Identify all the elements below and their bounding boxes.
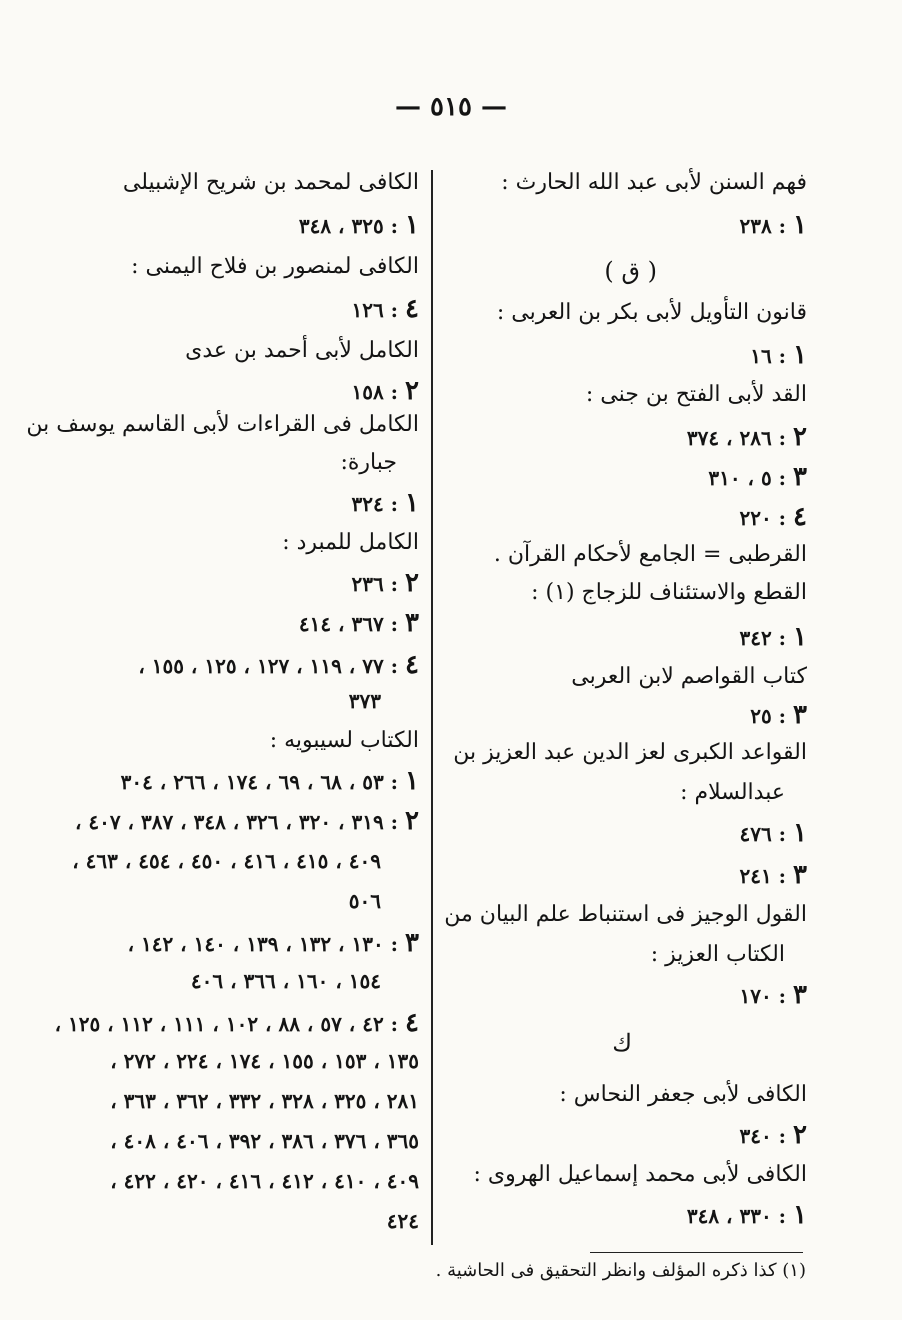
index-continuation: ١٥٤ ، ١٦٠ ، ٣٦٦ ، ٤٠٦ [190, 969, 381, 993]
page-references: : ٢٣٦ [351, 572, 406, 596]
volume-number: ١ [793, 622, 807, 652]
index-reference [750, 700, 807, 731]
index-reference [739, 980, 807, 1011]
index-entry-title: الكتاب العزيز : [650, 942, 785, 967]
volume-number: ٢ [405, 376, 419, 406]
volume-number: ٣ [405, 608, 419, 638]
index-reference [739, 818, 807, 849]
volume-number: ١ [793, 1200, 807, 1230]
section-letter: ك [612, 1029, 632, 1057]
index-continuation: ٤٢٤ [386, 1209, 419, 1233]
index-reference [687, 1200, 807, 1231]
volume-number: ١ [793, 818, 807, 848]
index-continuation: ٤٠٩ ، ٤١٥ ، ٤١٦ ، ٤٥٠ ، ٤٥٤ ، ٤٦٣ ، [72, 849, 381, 873]
page-references: : ٢٢٠ [739, 506, 794, 530]
page-references: : ٥ ، ٣١٠ [708, 466, 794, 490]
index-reference [128, 928, 419, 959]
volume-number: ٣ [793, 980, 807, 1010]
index-entry-title: الكامل لأبى أحمد بن عدى [185, 338, 419, 363]
index-reference [121, 766, 419, 797]
index-reference [708, 462, 807, 493]
page-references: : ١٢٦ [351, 298, 406, 322]
volume-number: ١ [405, 766, 419, 796]
index-reference [739, 622, 807, 653]
index-reference [351, 376, 419, 407]
volume-number: ٣ [405, 928, 419, 958]
index-reference [739, 860, 807, 891]
index-entry-title: كتاب القواصم لابن العربى [571, 664, 807, 689]
page-references: : ٤٧٦ [739, 822, 794, 846]
volume-number: ٤ [405, 650, 419, 680]
index-reference [739, 210, 807, 241]
section-letter: ( ق ) [604, 257, 657, 285]
index-continuation: ٥٠٦ [348, 889, 381, 913]
page-references: : ٣٢٥ ، ٣٤٨ [298, 214, 406, 238]
page-references: : ٣١٩ ، ٣٢٠ ، ٣٢٦ ، ٣٤٨ ، ٣٨٧ ، ٤٠٧ ، [74, 810, 406, 834]
index-entry-title: الكامل للمبرد : [282, 530, 419, 555]
index-continuation: ٤٠٩ ، ٤١٠ ، ٤١٢ ، ٤١٦ ، ٤٢٠ ، ٤٢٢ ، [110, 1169, 419, 1193]
index-entry-title: القطع والاستئناف للزجاج (١) : [531, 580, 807, 605]
page-references: : ١٦ [750, 344, 794, 368]
index-entry-title: جبارة: [340, 450, 397, 475]
page-references: : ٤٢ ، ٥٧ ، ٨٨ ، ١٠٢ ، ١١١ ، ١١٢ ، ١٢٥ ، [54, 1012, 406, 1036]
volume-number: ٤ [405, 294, 419, 324]
index-entry-title: القرطبى = الجامع لأحكام القرآن . [493, 542, 807, 567]
index-reference [351, 294, 419, 325]
index-reference [351, 568, 419, 599]
page-references: : ١٥٨ [351, 380, 406, 404]
footnote: (١) كذا ذكره المؤلف وانظر التحقيق فى الحاشية . [435, 1260, 806, 1281]
page-references: : ١٧٠ [739, 984, 794, 1008]
page-references: : ٣٢٤ [351, 492, 406, 516]
page-references: : ٣٦٧ ، ٤١٤ [298, 612, 406, 636]
index-entry-title: فهم السنن لأبى عبد الله الحارث : [501, 170, 807, 195]
index-reference [299, 210, 419, 241]
index-entry-title: القول الوجيز فى استنباط علم البيان من [444, 902, 807, 927]
index-entry-title: الكافى لأبى جعفر النحاس : [559, 1082, 807, 1107]
index-reference [75, 806, 419, 837]
index-entry-title: الكامل فى القراءات لأبى القاسم يوسف بن [26, 412, 419, 437]
volume-number: ١ [405, 488, 419, 518]
page-references: : ٢٥ [750, 704, 794, 728]
index-reference [55, 1008, 419, 1039]
index-reference [299, 608, 419, 639]
page-references: : ٧٧ ، ١١٩ ، ١٢٧ ، ١٢٥ ، ١٥٥ ، [138, 654, 406, 678]
volume-number: ٤ [793, 502, 807, 532]
index-entry-title: الكافى لمنصور بن فلاح اليمنى : [131, 254, 419, 279]
index-reference [739, 1120, 807, 1151]
footnote-rule [590, 1252, 803, 1253]
index-reference [687, 422, 807, 453]
index-entry-title: القواعد الكبرى لعز الدين عبد العزيز بن [453, 740, 807, 765]
index-reference [739, 502, 807, 533]
index-entry-title: الكافى لأبى محمد إسماعيل الهروى : [473, 1162, 807, 1187]
index-reference [351, 488, 419, 519]
volume-number: ١ [793, 340, 807, 370]
column-divider [431, 170, 433, 1245]
volume-number: ٣ [793, 700, 807, 730]
page-references: : ٢٤١ [739, 864, 794, 888]
page-references: : ٢٨٦ ، ٣٧٤ [686, 426, 794, 450]
index-reference [750, 340, 807, 371]
index-entry-title: قانون التأويل لأبى بكر بن العربى : [496, 300, 807, 325]
volume-number: ٢ [405, 806, 419, 836]
page-references: : ١٣٠ ، ١٣٢ ، ١٣٩ ، ١٤٠ ، ١٤٢ ، [127, 932, 406, 956]
volume-number: ٣ [793, 860, 807, 890]
index-entry-title: الكتاب لسيبويه : [269, 728, 419, 753]
index-continuation: ٣٦٥ ، ٣٧٦ ، ٣٨٦ ، ٣٩٢ ، ٤٠٦ ، ٤٠٨ ، [110, 1129, 419, 1153]
volume-number: ٢ [793, 422, 807, 452]
volume-number: ١ [405, 210, 419, 240]
index-continuation: ٣٧٣ [348, 689, 381, 713]
index-entry-title: الكافى لمحمد بن شريح الإشبيلى [122, 170, 419, 195]
page-number: — ٥١٥ — [394, 92, 508, 122]
index-entry-title: عبدالسلام : [680, 780, 785, 805]
volume-number: ٢ [793, 1120, 807, 1150]
page-references: : ٥٣ ، ٦٨ ، ٦٩ ، ١٧٤ ، ٢٦٦ ، ٣٠٤ [120, 770, 406, 794]
volume-number: ٤ [405, 1008, 419, 1038]
index-continuation: ١٣٥ ، ١٥٣ ، ١٥٥ ، ١٧٤ ، ٢٢٤ ، ٢٧٢ ، [110, 1049, 419, 1073]
index-continuation: ٢٨١ ، ٣٢٥ ، ٣٢٨ ، ٣٣٢ ، ٣٦٢ ، ٣٦٣ ، [110, 1089, 419, 1113]
volume-number: ٢ [405, 568, 419, 598]
page-references: : ٣٤٢ [739, 626, 794, 650]
page-references: : ٢٣٨ [739, 214, 794, 238]
index-entry-title: القد لأبى الفتح بن جنى : [585, 382, 807, 407]
page-references: : ٣٣٠ ، ٣٤٨ [686, 1204, 794, 1228]
page-references: : ٣٤٠ [739, 1124, 794, 1148]
index-reference [138, 650, 419, 681]
volume-number: ٣ [793, 462, 807, 492]
volume-number: ١ [793, 210, 807, 240]
